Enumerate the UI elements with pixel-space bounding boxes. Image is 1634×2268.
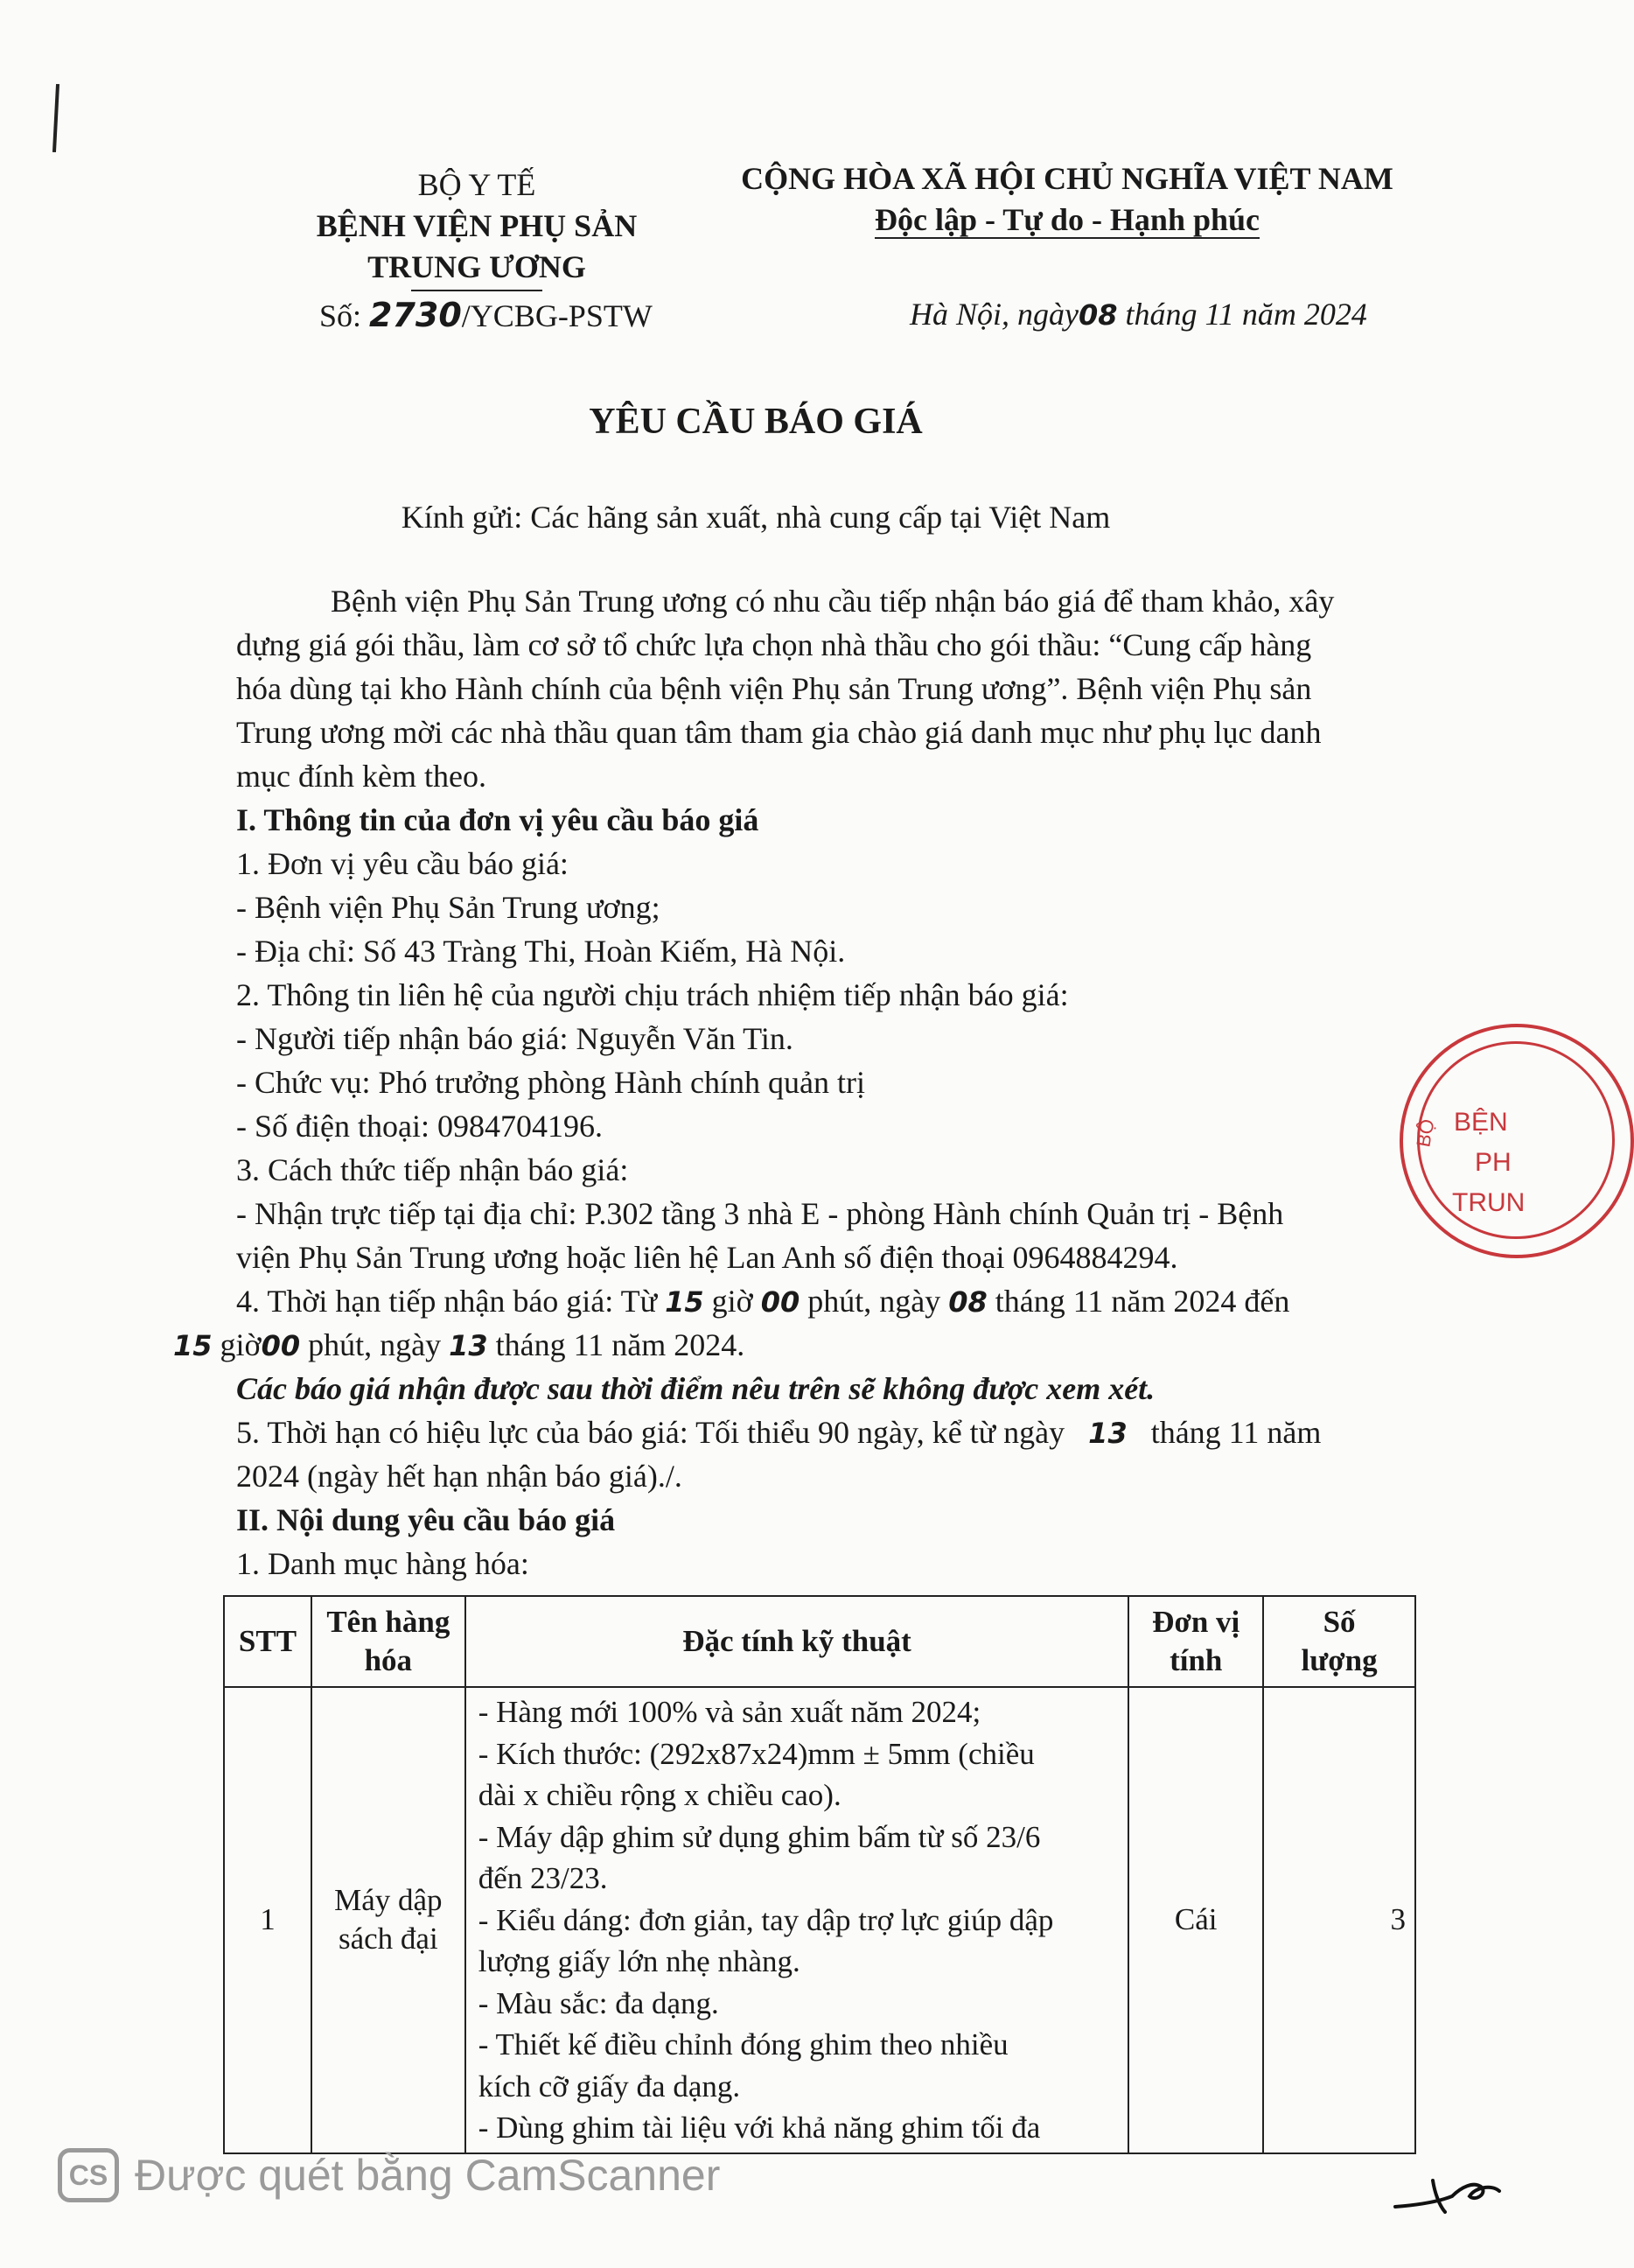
- item4-hand-hour-end: 15: [173, 1329, 213, 1362]
- intro-line-4: Trung ương mời các nhà thầu quan tâm tham gia chào giá danh mục như phụ lục danh: [236, 715, 1322, 750]
- intro-line-3: hóa dùng tại kho Hành chính của bệnh viện Phụ sản Trung ương”. Bệnh viện Phụ sản: [236, 671, 1312, 706]
- header-name-line2: hóa: [364, 1643, 413, 1677]
- document-date: [910, 296, 1367, 332]
- item4-text-1: 4. Thời hạn tiếp nhận báo giá: Từ: [236, 1284, 658, 1319]
- row1-name: [311, 1687, 465, 2153]
- number-handwritten: 2730: [369, 296, 462, 334]
- section1-line-7: - Số điện thoại: 0984704196.: [236, 1109, 603, 1144]
- spec-line: - Thiết kế điều chỉnh đóng ghim theo nhiều: [478, 2027, 1009, 2062]
- spec-line: - Hàng mới 100% và sản xuất năm 2024;: [478, 1695, 981, 1729]
- item4-hand-hour-start: 15: [665, 1285, 704, 1319]
- header-right: [717, 158, 1417, 241]
- row1-qty: 3: [1263, 1687, 1415, 2153]
- header-stt: STT: [224, 1596, 311, 1687]
- number-suffix: /YCBG-PSTW: [461, 298, 653, 333]
- intro-line-1: Bệnh viện Phụ Sản Trung ương có nhu cầu tiếp nhận báo giá để tham khảo, xây: [331, 584, 1335, 619]
- item5-line-2: 2024 (ngày hết hạn nhận báo giá)./.: [236, 1459, 682, 1494]
- header-unit-line2: tính: [1170, 1643, 1223, 1677]
- goods-table: [223, 1595, 1416, 2154]
- date-prefix: Hà Nội, ngày: [910, 297, 1079, 332]
- section1-line-3: - Địa chỉ: Số 43 Tràng Thi, Hoàn Kiếm, Hà Nội.: [236, 934, 846, 969]
- header-qty: [1263, 1596, 1415, 1687]
- hospital-name-line1: BỆNH VIỆN PHỤ SẢN: [316, 208, 638, 243]
- date-day-handwritten: 08: [1079, 298, 1118, 332]
- spec-line: kích cỡ giấy đa dạng.: [478, 2068, 741, 2104]
- item4-text-3: phút, ngày: [807, 1284, 941, 1319]
- section2-subheading: 1. Danh mục hàng hóa:: [236, 1546, 529, 1581]
- greeting: Kính gửi: Các hãng sản xuất, nhà cung cấp tại Việt Nam: [401, 500, 1111, 535]
- section1-line-8: 3. Cách thức tiếp nhận báo giá:: [236, 1152, 629, 1187]
- item5-text-2: tháng 11 năm: [1150, 1415, 1322, 1450]
- stamp-text-line2: PH: [1475, 1148, 1512, 1177]
- stamp-text-line1: BỆN: [1454, 1108, 1508, 1137]
- spec-line: lượng giấy lớn nhẹ nhàng.: [478, 1944, 800, 1978]
- spec-line: đến 23/23.: [478, 1861, 608, 1895]
- header-spec: Đặc tính kỹ thuật: [465, 1596, 1129, 1687]
- item4-line-1: [236, 1283, 1289, 1320]
- date-suffix: tháng 11 năm 2024: [1125, 297, 1367, 332]
- section1-line-10: viện Phụ Sản Trung ương hoặc liên hệ Lan Anh số điện thoại 0964884294.: [236, 1240, 1178, 1275]
- section1-line-9: - Nhận trực tiếp tại địa chỉ: P.302 tầng 3 nhà E - phòng Hành chính Quản trị - Bệnh: [236, 1196, 1284, 1231]
- item5-text-1: 5. Thời hạn có hiệu lực của báo giá: Tối thiểu 90 ngày, kể từ ngày: [236, 1415, 1065, 1450]
- item4-hand-minute-end: 00: [261, 1329, 301, 1362]
- header-underline: [411, 290, 542, 291]
- spec-line: - Kiểu dáng: đơn giản, tay dập trợ lực giúp dập: [478, 1902, 1054, 1937]
- row1-stt: 1: [224, 1687, 311, 2153]
- item5-line-1: [236, 1414, 1321, 1451]
- header-qty-line2: lượng: [1301, 1643, 1378, 1677]
- camscanner-logo-icon: CS: [58, 2148, 119, 2202]
- item4-text-4: tháng 11 năm 2024 đến: [995, 1284, 1290, 1319]
- item4-text-2: giờ: [711, 1284, 753, 1319]
- row1-name-line1: Máy dập: [334, 1883, 443, 1918]
- section1-line-6: - Chức vụ: Phó trưởng phòng Hành chính quản trị: [236, 1065, 865, 1100]
- section1-line-4: 2. Thông tin liên hệ của người chịu trách nhiệm tiếp nhận báo giá:: [236, 977, 1069, 1012]
- table-row: [224, 1687, 1415, 2153]
- number-prefix: Số:: [319, 298, 362, 333]
- ministry-name: BỘ Y TẾ: [417, 167, 536, 202]
- section1-heading: I. Thông tin của đơn vị yêu cầu báo giá: [236, 802, 759, 837]
- item4-hand-minute-start: 00: [760, 1285, 800, 1319]
- header-qty-line1: Số: [1323, 1605, 1356, 1639]
- table-header-row: [224, 1596, 1415, 1687]
- intro-line-2: dựng giá gói thầu, làm cơ sở tổ chức lựa chọn nhà thầu cho gói thầu: “Cung cấp hàng: [236, 627, 1312, 662]
- spec-line: dài x chiều rộng x chiều cao).: [478, 1778, 841, 1812]
- header-unit: [1128, 1596, 1263, 1687]
- spec-line: - Dùng ghim tài liệu với khả năng ghim tối đa: [478, 2110, 1041, 2145]
- section2-heading: II. Nội dung yêu cầu báo giá: [236, 1502, 616, 1537]
- section1-line-2: - Bệnh viện Phụ Sản Trung ương;: [236, 890, 660, 925]
- row1-unit: Cái: [1128, 1687, 1263, 2153]
- header-unit-line1: Đơn vị: [1152, 1605, 1240, 1639]
- item4-text-5: giờ: [220, 1327, 262, 1362]
- document-number: [319, 296, 653, 334]
- item5-hand-day: 13: [1088, 1417, 1128, 1450]
- item4-text-6: phút, ngày: [308, 1327, 442, 1362]
- scanner-watermark-text: Được quét bằng CamScanner: [135, 2151, 721, 2200]
- document-title: YÊU CẦU BÁO GIÁ: [589, 402, 923, 442]
- initials-signature: [1391, 2161, 1505, 2222]
- intro-line-5: mục đính kèm theo.: [236, 759, 486, 794]
- stamp-text-line3: TRUN: [1452, 1188, 1526, 1217]
- item4-hand-day-end: 13: [449, 1329, 488, 1362]
- row1-spec: [465, 1687, 1129, 2153]
- motto: Độc lập - Tự do - Hạnh phúc: [874, 202, 1260, 237]
- spec-line: - Màu sắc: đa dạng.: [478, 1985, 719, 2020]
- hospital-name-line2: TRUNG ƯƠNG: [367, 249, 586, 284]
- margin-mark: [52, 84, 59, 152]
- country-name: CỘNG HÒA XÃ HỘI CHỦ NGHĨA VIỆT NAM: [741, 161, 1393, 196]
- header-left: [280, 164, 674, 291]
- item4-text-7: tháng 11 năm 2024.: [495, 1327, 745, 1362]
- deadline-notice: Các báo giá nhận được sau thời điểm nêu trên sẽ không được xem xét.: [236, 1371, 1156, 1406]
- spec-line: - Kích thước: (292x87x24)mm ± 5mm (chiều: [478, 1736, 1035, 1771]
- hospital-stamp: [1400, 1024, 1634, 1258]
- header-name-line1: Tên hàng: [326, 1605, 450, 1639]
- item4-hand-day-start: 08: [948, 1285, 988, 1319]
- section1-line-5: - Người tiếp nhận báo giá: Nguyễn Văn Tin.: [236, 1021, 793, 1056]
- stamp-side-text: BỘ: [1412, 1117, 1439, 1149]
- scanner-watermark: [58, 2148, 720, 2202]
- header-name: [311, 1596, 465, 1687]
- section1-line-1: 1. Đơn vị yêu cầu báo giá:: [236, 846, 569, 881]
- item4-line-2: [173, 1326, 744, 1363]
- spec-line: - Máy dập ghim sử dụng ghim bấm từ số 23/6: [478, 1819, 1041, 1854]
- row1-name-line2: sách đại: [338, 1922, 438, 1956]
